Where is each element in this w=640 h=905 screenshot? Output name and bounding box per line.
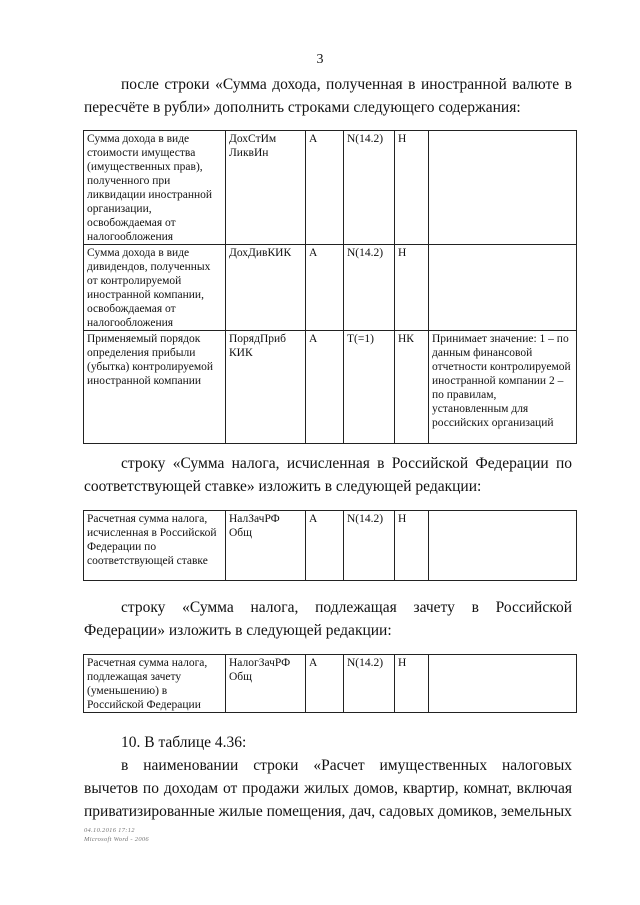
field-name-cell: Расчетная сумма налога, подлежащая зачету (уменьшению) в Российской Федерации	[84, 655, 226, 713]
field-name-cell: Расчетная сумма налога, исчисленная в Российской Федерации по соответствующей ставке	[84, 511, 226, 581]
table-tax-calculated	[83, 510, 577, 581]
table-tax-credited	[83, 654, 577, 713]
intro-paragraph-3: строку «Сумма налога, подлежащая зачету в Российской Федерации» изложить в следующей редакции:	[84, 599, 572, 639]
element-cell: ПорядПриб КИК	[226, 331, 306, 444]
table-row	[84, 331, 577, 444]
required-cell: НК	[395, 331, 429, 444]
type-cell: А	[306, 331, 344, 444]
format-cell: N(14.2)	[344, 131, 395, 245]
note-cell: Принимает значение: 1 – по данным финансовой отчетности контролируемой иностранной компании 2 – по правилам, установленным для российских организаций	[429, 331, 577, 444]
table-row	[84, 131, 577, 245]
note-cell	[429, 245, 577, 331]
paragraph-4: в наименовании строки «Расчет имущественных налоговых вычетов по доходам от продажи жилых домов, квартир, комнат, включая приватизированные жилые помещения, дач, садовых домиков, земельных	[84, 757, 572, 820]
format-cell: N(14.2)	[344, 655, 395, 713]
type-cell: А	[306, 245, 344, 331]
element-cell: ДохСтИм ЛиквИн	[226, 131, 306, 245]
type-cell: А	[306, 131, 344, 245]
footer-line-2: Microsoft Word - 2006	[84, 836, 149, 843]
format-cell: Т(=1)	[344, 331, 395, 444]
format-cell: N(14.2)	[344, 511, 395, 581]
table-new-rows	[83, 130, 577, 444]
required-cell: Н	[395, 245, 429, 331]
required-cell: Н	[395, 131, 429, 245]
field-name-cell: Применяемый порядок определения прибыли (убытка) контролируемой иностранной компании	[84, 331, 226, 444]
element-cell: ДохДивКИК	[226, 245, 306, 331]
field-name-cell: Сумма дохода в виде стоимости имущества (имущественных прав), полученного при ликвидации иностранной организации, освобождаемая от налогообложения	[84, 131, 226, 245]
element-cell: НалогЗачРФ Общ	[226, 655, 306, 713]
required-cell: Н	[395, 655, 429, 713]
table-row	[84, 511, 577, 581]
type-cell: А	[306, 655, 344, 713]
intro-paragraph-2: строку «Сумма налога, исчисленная в Российской Федерации по соответствующей ставке» изложить в следующей редакции:	[84, 455, 572, 495]
format-cell: N(14.2)	[344, 245, 395, 331]
page-number: 3	[316, 52, 324, 67]
intro-paragraph-1: после строки «Сумма дохода, полученная в иностранной валюте в пересчёте в рубли» дополнить строками следующего содержания:	[84, 76, 572, 116]
note-cell	[429, 655, 577, 713]
field-name-cell: Сумма дохода в виде дивидендов, полученных от контролируемой иностранной компании, освобождаемая от налогообложения	[84, 245, 226, 331]
required-cell: Н	[395, 511, 429, 581]
item-10-heading: 10. В таблице 4.36:	[121, 734, 247, 751]
element-cell: НалЗачРФ Общ	[226, 511, 306, 581]
note-cell	[429, 511, 577, 581]
table-row	[84, 655, 577, 713]
table-row	[84, 245, 577, 331]
note-cell	[429, 131, 577, 245]
footer-line-1: 04.10.2016 17:12	[84, 827, 135, 834]
type-cell: А	[306, 511, 344, 581]
